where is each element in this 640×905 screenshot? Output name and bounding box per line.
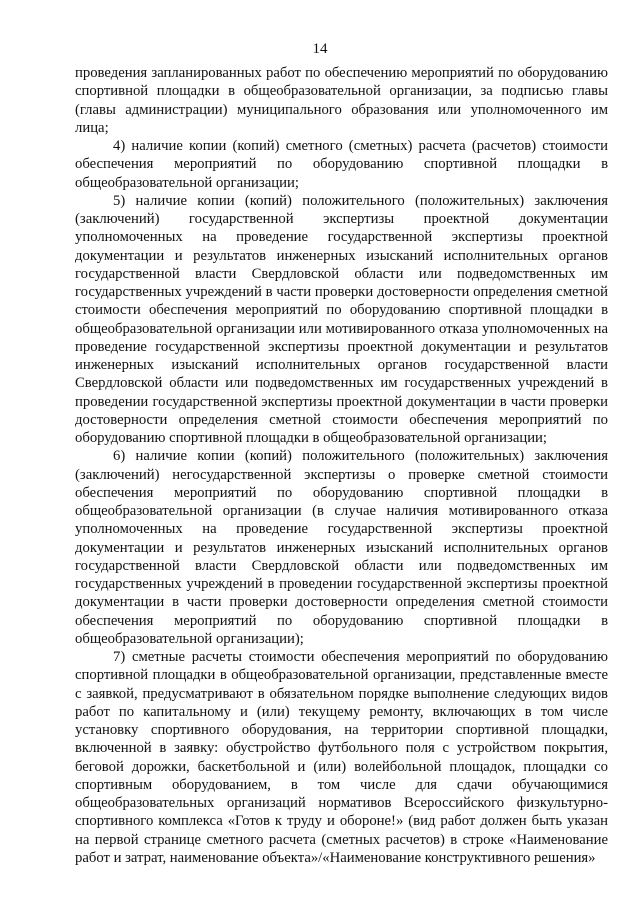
document-body	[75, 64, 608, 867]
paragraph-item-5: 5) наличие копии (копий) положительного (положительных) заключения (заключений) государственной экспертизы проектной документации уполномоченных на проведение государственной экспертизы проектной документации и результатов инженерных изысканий исполнительных органов государственной власти Свердловской области или подведомственных им государственных учреждений в части проверки достоверности определения сметной стоимости обеспечения мероприятий по оборудованию спортивной площадки в общеобразовательной организации или мотивированного отказа уполномоченных на проведение государственной экспертизы проектной документации и результатов инженерных изысканий исполнительных органов государственной власти Свердловской области или подведомственных им государственных учреждений в проведении государственной экспертизы проектной документации в части проверки достоверности определения сметной стоимости обеспечения мероприятий по оборудованию спортивной площадки в общеобразовательной организации;	[75, 192, 608, 446]
paragraph-item-6: 6) наличие копии (копий) положительного (положительных) заключения (заключений) негосударственной экспертизы о проверке сметной стоимости обеспечения мероприятий по оборудованию спортивной площадки в общеобразовательной организации (в случае наличия мотивированного отказа уполномоченных на проведение государственной экспертизы проектной документации и результатов инженерных изысканий исполнительных органов государственной власти Свердловской области или подведомственных им государственных учреждений в проведении государственной экспертизы проектной документации в части проверки достоверности определения сметной стоимости обеспечения мероприятий по оборудованию спортивной площадки в общеобразовательной организации);	[75, 448, 608, 647]
paragraph-item-4: 4) наличие копии (копий) сметного (сметных) расчета (расчетов) стоимости обеспечения мероприятий по оборудованию спортивной площадки в общеобразовательной организации;	[75, 138, 608, 191]
paragraph-continuation: проведения запланированных работ по обеспечению мероприятий по оборудованию спортивной площадки в общеобразовательной организации, за подписью главы (главы администрации) муниципального образования или уполномоченного им лица;	[75, 65, 608, 136]
page-number: 14	[312, 41, 328, 57]
paragraph-item-7: 7) сметные расчеты стоимости обеспечения мероприятий по оборудованию спортивной площадки в общеобразовательной организации, представленные вместе с заявкой, предусматривают в обязательном порядке выполнение следующих видов работ по капитальному и (или) текущему ремонту, включающих в том числе установку спортивного оборудования, на территории спортивной площадки, включенной в заявку: обустройство футбольного поля с устройством покрытия, беговой дорожки, баскетбольной и (или) волейбольной площадок, площадки со спортивным оборудованием, в том числе для сдачи обучающимися общеобразовательных организаций нормативов Всероссийского физкультурно-спортивного комплекса «Готов к труду и обороне!» (вид работ должен быть указан на первой странице сметного расчета (сметных расчетов) в строке «Наименование работ и затрат, наименование объекта»/«Наименование конструктивного решения»	[75, 649, 608, 866]
